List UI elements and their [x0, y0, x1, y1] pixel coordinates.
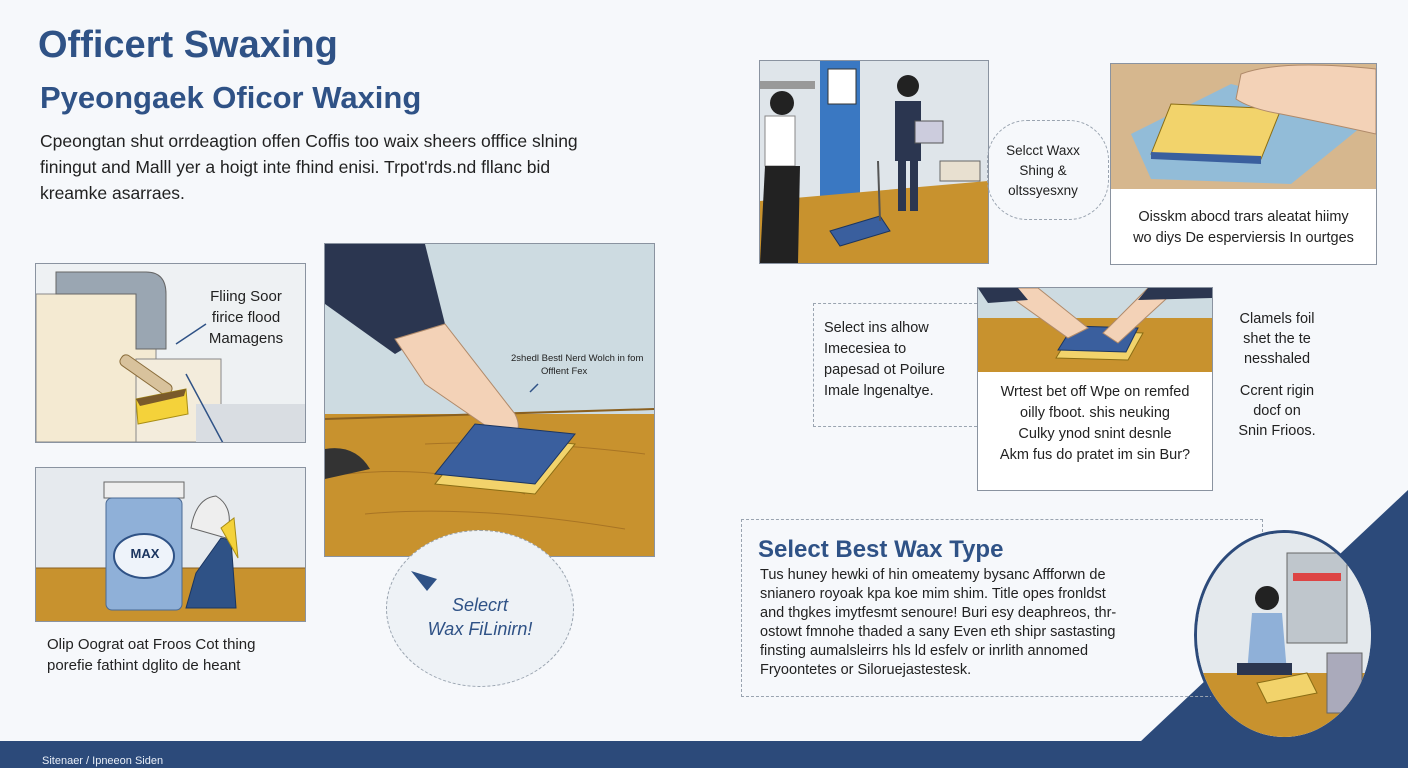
hands-caption-line: oilly fboot. shis neuking: [1020, 405, 1170, 421]
wax-type-line: Fryoontetes or Siloruejastestesk.: [760, 662, 972, 678]
bubble-line: Shing &: [1019, 163, 1067, 178]
hands-caption-line: Culky ynod snint desnle: [1018, 426, 1172, 442]
jar-caption-line: Olip Oograt oat Froos Cot thing: [47, 636, 256, 653]
intro-line: Cpeongtan shut orrdeagtion offen Coffis too waix sheers offfice slning: [40, 131, 578, 151]
intro-paragraph: [40, 128, 650, 206]
wax-type-line: and thgkes imytfesmt senoure! Buri esy deaphreos, thr-: [760, 605, 1117, 621]
right-note-bottom: [1222, 381, 1332, 441]
jar-caption: [47, 634, 307, 676]
bubble-line: Selcct Waxx: [1006, 143, 1080, 158]
closeup-caption-line: wo diys De esperviersis In ourtges: [1133, 230, 1354, 246]
office-scene-illustration: [760, 61, 988, 263]
right-note-line: Clamels foil: [1239, 311, 1315, 327]
wax-jar-panel: [35, 467, 306, 622]
wax-type-line: Tus huney hewki of hin omeatemy bysanc Affforwn de: [760, 567, 1106, 583]
page-subtitle: Pyeongaek Oficor Waxing: [40, 80, 422, 115]
footer-bar: [0, 741, 1408, 768]
pad-note-line: Offlent Fex: [541, 366, 588, 377]
bubble-line: oltssyesxny: [1008, 183, 1078, 198]
wax-type-line: finsting aumalsleirrs hls ld esfelv or inrlith annomed: [760, 643, 1089, 659]
wax-pad-icon: [1151, 104, 1281, 164]
jar-caption-line: porefie fathint dglito de heant: [47, 657, 241, 674]
circle-line: Selecrt: [451, 595, 509, 615]
pad-closeup-panel: [1110, 63, 1377, 265]
right-note-line: nesshaled: [1243, 351, 1311, 367]
hand-pressing-illustration: [325, 244, 654, 556]
right-note-top: [1222, 309, 1332, 369]
right-note-line: docf on: [1253, 403, 1301, 419]
bubble: [987, 120, 1109, 220]
arrow-icon: [409, 569, 439, 593]
wax-type-heading: Select Best Wax Type: [758, 536, 1004, 563]
pad-closeup-illustration: [1111, 64, 1376, 189]
footer-text: Sitenaer / Ipneeon Siden: [42, 755, 164, 767]
brush-illustration-panel: [35, 263, 306, 443]
worker-illustration: [1197, 533, 1371, 737]
brush-label-line: Fliing Soor: [210, 288, 282, 305]
right-note-line: Ccrent rigin: [1239, 383, 1315, 399]
wax-type-body: [760, 566, 1200, 680]
hands-caption-line: Akm fus do pratet im sin Bur?: [999, 447, 1191, 463]
select-info-line: Imecesiea to: [824, 341, 907, 357]
person-icon: [760, 91, 800, 263]
intro-line: finingut and Malll yer a hoigt inte fhind enisi. Trpot'rds.nd fllanc bid: [40, 157, 551, 177]
select-info-line: papesad ot Poilure: [824, 362, 945, 378]
right-note-line: shet the te: [1243, 331, 1311, 347]
circle-line: Wax FiLinirn!: [427, 619, 533, 639]
pad-note-line: 2shedl Bestl Nerd Wolch in fom: [511, 353, 644, 364]
jar-label: MAX: [130, 546, 160, 561]
select-info-line: Imale lngenaltye.: [824, 383, 934, 399]
brush-label-line: firice flood: [211, 309, 281, 326]
select-wax-circle: [386, 530, 574, 687]
brush-label-line: Mamagens: [208, 330, 284, 347]
hands-pad-illustration: [978, 288, 1212, 372]
intro-line: kreamke asarraes.: [40, 183, 185, 203]
hands-pad-panel: [977, 287, 1213, 491]
select-info-line: Select ins alhow: [824, 320, 929, 336]
select-info-box: [813, 303, 977, 427]
office-scene-panel: [759, 60, 989, 264]
hands-caption-line: Wrtest bet off Wpe on remfed: [1000, 384, 1190, 400]
worker-circle: [1194, 530, 1374, 740]
pad-pressing-panel: [324, 243, 655, 557]
wax-type-line: ostowt fmnohe thaded a sany Even eth shipr sastasting: [760, 624, 1116, 640]
closeup-caption-line: Oisskm abocd trars aleatat hiimy: [1138, 209, 1349, 225]
right-note-line: Snin Frioos.: [1238, 423, 1316, 439]
wax-type-line: snianero royoak kpa koe mim shim. Title opes fronldst: [760, 586, 1106, 602]
page-title: Officert Swaxing: [38, 24, 338, 66]
